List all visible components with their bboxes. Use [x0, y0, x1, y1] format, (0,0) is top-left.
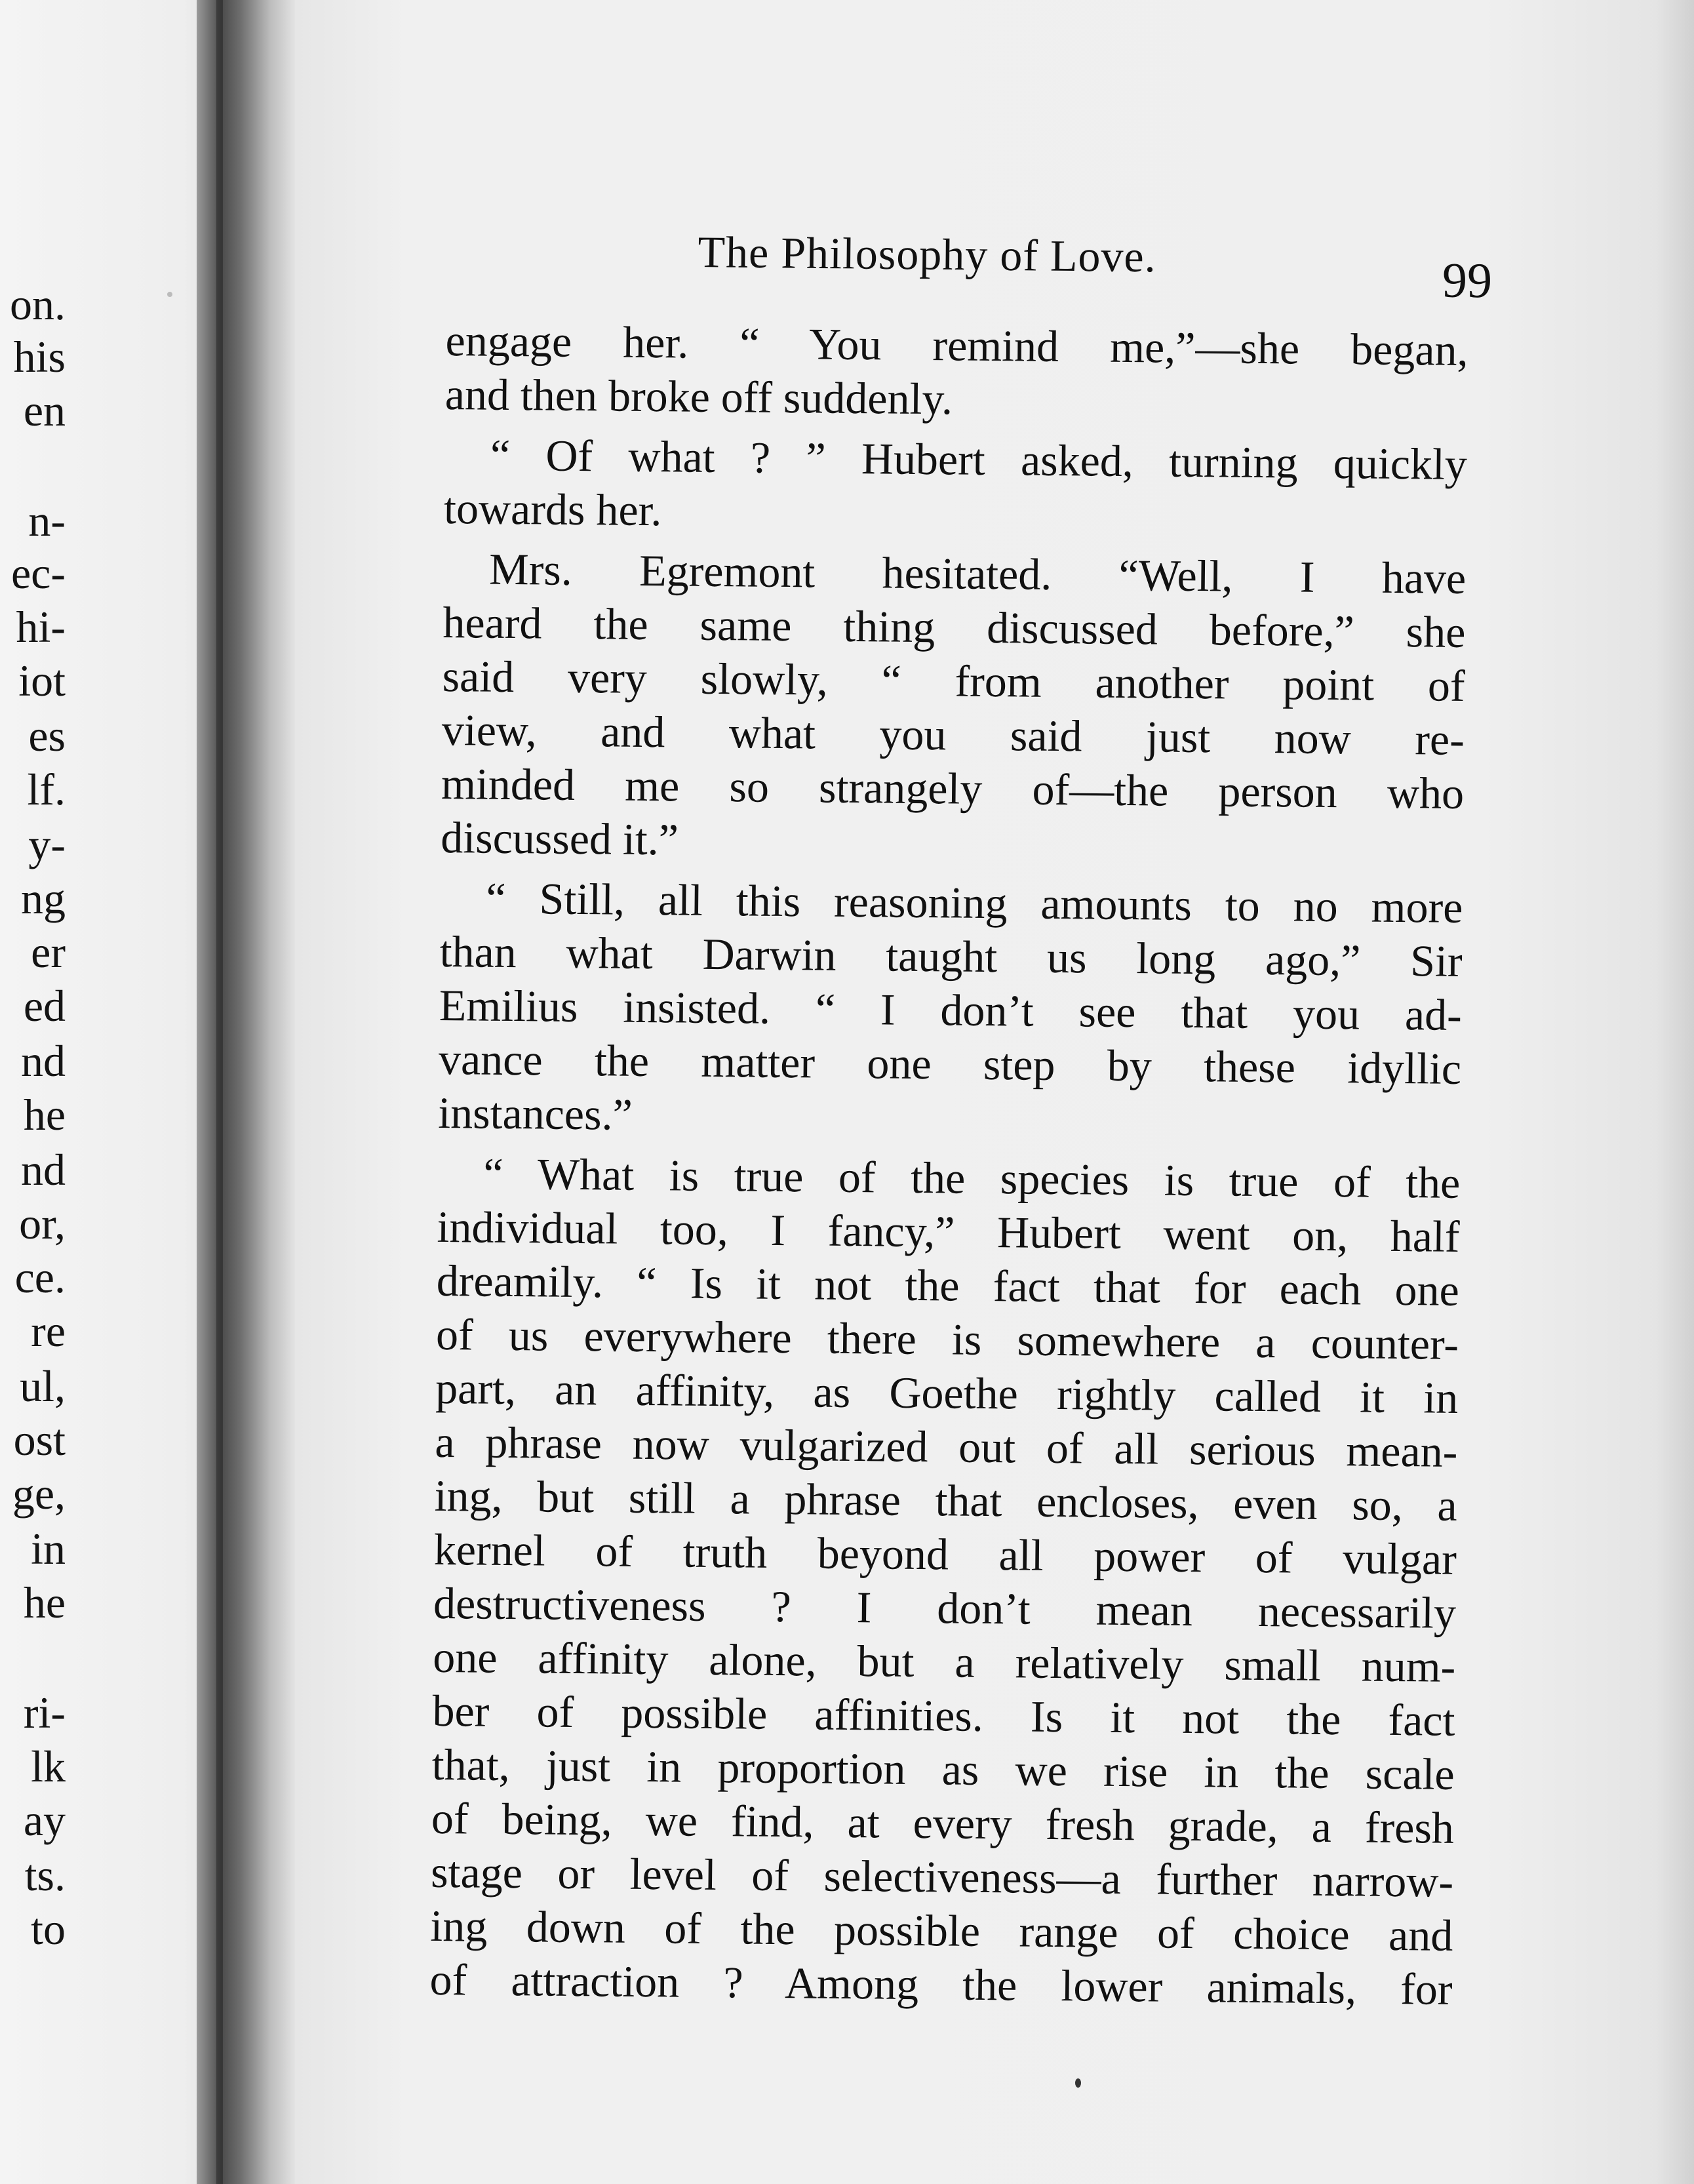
text-line: one affinity alone, but a relatively small num-	[432, 1631, 1456, 1692]
left-page-line-fragment: er	[31, 927, 66, 977]
text-line: ber of possible affinities. Is it not the fact	[432, 1685, 1455, 1745]
text-line: view, and what you said just now re-	[441, 704, 1465, 764]
left-page-line-fragment: nd	[21, 1036, 66, 1086]
binding-gutter	[197, 0, 295, 2184]
left-page-line-fragment: ce.	[14, 1252, 66, 1302]
left-page-line-fragment: ost	[13, 1415, 66, 1465]
text-line: vance the matter one step by these idyllic	[438, 1033, 1462, 1094]
left-page-line-fragment: ts.	[24, 1850, 66, 1900]
left-page-line-fragment: ay	[23, 1795, 66, 1845]
left-page-line-fragment: ng	[21, 873, 66, 923]
text-line: of attraction ? Among the lower animals, for	[429, 1954, 1453, 2014]
text-line: than what Darwin taught us long ago,” Sir	[439, 926, 1463, 986]
left-page-line-fragment: ed	[23, 981, 66, 1031]
left-page-line-fragment: ge,	[12, 1469, 66, 1519]
text-line: stage or level of selectiveness—a further narrow-	[430, 1846, 1454, 1907]
text-line: Mrs. Egremont hesitated. “Well, I have	[488, 544, 1467, 603]
left-page-line-fragment: he	[23, 1090, 66, 1140]
left-page-line-fragment: lk	[31, 1741, 66, 1791]
text-line: ing down of the possible range of choice and	[430, 1900, 1453, 1960]
left-page-line-fragment: iot	[18, 656, 66, 705]
page-edge-shadow	[1655, 0, 1694, 2184]
text-line: instances.”	[437, 1087, 633, 1140]
left-page-line-fragment: nd	[21, 1145, 66, 1195]
left-page-line-fragment: es	[28, 711, 66, 761]
left-page-line-fragment: lf.	[27, 764, 66, 814]
text-line: Emilius insisted. “ I don’t see that you ad-	[439, 980, 1463, 1040]
left-page-line-fragment: he	[23, 1578, 66, 1627]
left-page-line-fragment: in	[31, 1524, 66, 1574]
left-page-line-fragment: his	[13, 332, 66, 382]
left-page-line-fragment: to	[31, 1904, 66, 1954]
left-page-line-fragment: y-	[28, 820, 66, 869]
left-page-line-fragment: ul,	[20, 1361, 66, 1411]
text-line: and then broke off suddenly.	[444, 368, 953, 424]
binding-shadow-line	[216, 0, 223, 2184]
text-line: towards her.	[443, 483, 662, 536]
text-line: said very slowly, “ from another point of	[442, 650, 1465, 711]
body-text	[429, 313, 1495, 2016]
left-page-line-fragment: n-	[28, 496, 66, 546]
text-line: engage her. “ You remind me,”—she began,	[445, 315, 1468, 375]
dust-speck	[1075, 2078, 1081, 2088]
text-line: “ Of what ? ” Hubert asked, turning quickly	[490, 429, 1468, 489]
text-line: “ What is true of the species is true of the	[483, 1148, 1461, 1208]
text-line: that, just in proportion as we rise in the scale	[431, 1739, 1455, 1799]
text-line: of being, we find, at every fresh grade, a fresh	[431, 1793, 1455, 1853]
text-line: of us everywhere there is somewhere a counter-	[435, 1309, 1459, 1369]
left-page-line-fragment: ri-	[23, 1688, 66, 1737]
text-line: “ Still, all this reasoning amounts to no more	[486, 873, 1463, 932]
text-line: part, an affinity, as Goethe rightly called it in	[435, 1362, 1459, 1423]
left-page-line-fragment: on.	[10, 279, 66, 329]
page-number: 99	[1442, 252, 1493, 309]
dust-speck	[167, 292, 172, 297]
left-page-line-fragment: or,	[19, 1199, 66, 1248]
text-line: a phrase now vulgarized out of all serious mean-	[435, 1416, 1458, 1477]
text-line: discussed it.”	[440, 812, 679, 865]
text-line: heard the same thing discussed before,” she	[443, 597, 1466, 657]
left-page-line-fragment: en	[23, 386, 66, 435]
running-head: The Philosophy of Love.	[698, 226, 1157, 282]
text-line: destructiveness ? I don’t mean necessarily	[433, 1578, 1457, 1638]
left-page-line-fragment: hi-	[16, 602, 66, 652]
text-line: kernel of truth beyond all power of vulgar	[433, 1524, 1457, 1584]
text-line: individual too, I fancy,” Hubert went on, half	[437, 1201, 1460, 1261]
left-page-line-fragment: ec-	[10, 548, 66, 598]
text-line: minded me so strangely of—the person who	[441, 758, 1465, 818]
text-line: ing, but still a phrase that encloses, even so, a	[434, 1470, 1457, 1530]
left-page-line-fragment: re	[31, 1306, 66, 1356]
text-line: dreamily. “ Is it not the fact that for each one	[436, 1255, 1460, 1315]
